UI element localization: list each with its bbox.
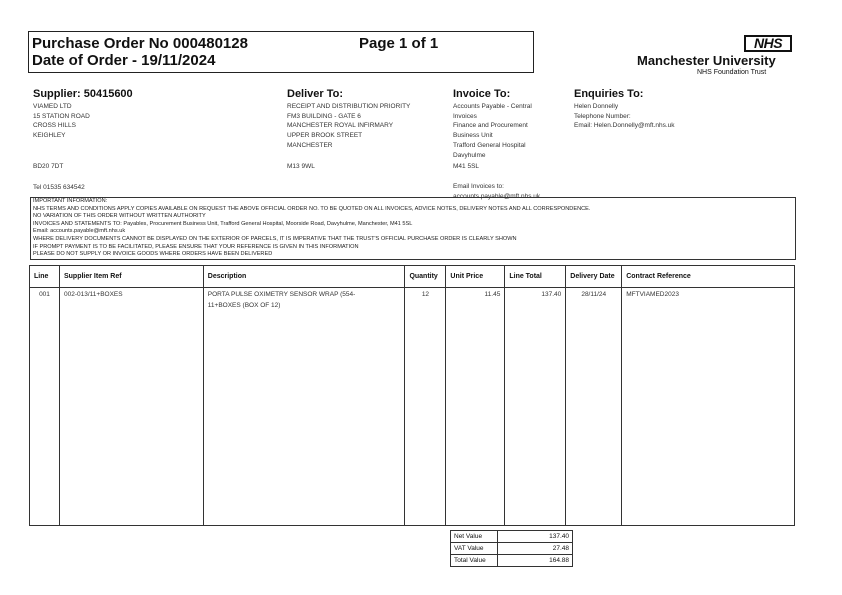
notice-line: IF PROMPT PAYMENT IS TO BE FACILITATED, PLEASE ENSURE THAT YOUR REFERENCE IS GIVEN IN THIS INFORMATION (33, 243, 359, 250)
total-value: 164.88 (498, 555, 573, 567)
important-notice (30, 197, 796, 260)
totals-row-net (451, 531, 573, 543)
nhs-logo: NHS (744, 35, 792, 52)
address-line: KEIGHLEY (33, 132, 66, 140)
cell-delivery-date: 28/11/24 (566, 288, 622, 476)
notice-line: WHERE DELIVERY DOCUMENTS CANNOT BE DISPLAYED ON THE EXTERIOR OF PARCELS, IT IS IMPERATIVE THAT THE TRUST'S OFFICIAL PURCHASE ORDER IS CLEARLY SHOWN (33, 235, 517, 242)
col-header-line: Line (30, 266, 60, 288)
address-line: MANCHESTER (287, 141, 333, 149)
cell-contract-ref: MFTVIAMED2023 (622, 288, 795, 476)
deliver-address (287, 102, 410, 151)
invoice-address (453, 102, 532, 160)
supplier-heading: Supplier: 50415600 (33, 88, 133, 100)
notice-line: PLEASE DO NOT SUPPLY OR INVOICE GOODS WHERE ORDERS HAVE BEEN DELIVERED (33, 251, 273, 258)
invoice-heading: Invoice To: (453, 88, 511, 100)
cell-description (203, 288, 405, 476)
contact-line: Helen Donnelly (574, 103, 619, 110)
page-indicator: Page 1 of 1 (359, 35, 439, 52)
contact-line: Email: Helen.Donnelly@mft.nhs.uk (574, 122, 675, 130)
line-items-table (29, 265, 795, 526)
address-line: Accounts Payable - Central (453, 103, 532, 110)
col-header-contract-ref: Contract Reference (622, 266, 795, 288)
cell-quantity: 12 (405, 288, 446, 476)
col-header-delivery-date: Delivery Date (566, 266, 622, 288)
notice-line: NHS TERMS AND CONDITIONS APPLY COPIES AVAILABLE ON REQUEST THE ABOVE OFFICIAL ORDER NO. TO BE QUOTED ON ALL INVOICES, ADVICE NOTES, DELIVERY NOTES AND ALL CORRESPONDENCE. (33, 205, 591, 212)
order-date: Date of Order - 19/11/2024 (32, 52, 216, 69)
description-line: 11+BOXES (BOX OF 12) (207, 302, 281, 309)
po-title: Purchase Order No 000480128 (32, 35, 248, 52)
address-line: CROSS HILLS (33, 122, 76, 130)
deliver-heading: Deliver To: (287, 88, 344, 100)
cell-unit-price: 11.45 (446, 288, 505, 476)
cell-supplier-ref: 002-013/11+BOXES (59, 288, 203, 476)
vat-value-label: VAT Value (451, 543, 498, 555)
table-header-row (30, 266, 795, 288)
description-line: PORTA PULSE OXIMETRY SENSOR WRAP (554- (207, 291, 356, 298)
totals-row-total (451, 555, 573, 567)
supplier-tel: Tel 01535 634542 (33, 184, 85, 191)
supplier-address (33, 102, 90, 141)
address-line: RECEIPT AND DISTRIBUTION PRIORITY (287, 103, 411, 110)
enquiries-heading: Enquiries To: (574, 88, 644, 100)
table-row (30, 288, 795, 476)
address-line: Trafford General Hospital (453, 141, 526, 149)
contact-line: Telephone Number: (574, 112, 631, 120)
invoice-email-label: Email Invoices to: (453, 183, 504, 190)
address-line: Invoices (453, 112, 477, 120)
cell-line-total: 137.40 (505, 288, 566, 476)
net-value-label: Net Value (451, 531, 498, 543)
col-header-unit-price: Unit Price (446, 266, 505, 288)
vat-value: 27.48 (498, 543, 573, 555)
address-line: VIAMED LTD (33, 103, 72, 110)
enquiries-contact (574, 102, 675, 131)
col-header-supplier-ref: Supplier Item Ref (59, 266, 203, 288)
totals-table (450, 530, 573, 567)
invoice-postcode: M41 5SL (453, 163, 480, 170)
address-line: Davyhulme (453, 151, 486, 159)
notice-line: IMPORTANT INFORMATION: (33, 198, 108, 204)
notice-line: INVOICES AND STATEMENTS TO: Payables, Procurement Business Unit, Trafford General Hospital, Moorside Road, Davyhulme, Manchester, M41 5SL (33, 220, 413, 227)
table-filler-row (30, 476, 795, 526)
total-value-label: Total Value (451, 555, 498, 567)
org-subtitle: NHS Foundation Trust (697, 69, 767, 76)
col-header-line-total: Line Total (505, 266, 566, 288)
address-line: Business Unit (453, 132, 493, 140)
cell-line: 001 (30, 288, 60, 476)
supplier-postcode: BD20 7DT (33, 163, 64, 170)
deliver-postcode: M13 9WL (287, 163, 315, 170)
address-line: 15 STATION ROAD (33, 112, 90, 120)
org-name: Manchester University (637, 53, 776, 68)
address-line: UPPER BROOK STREET (287, 132, 363, 140)
notice-line: NO VARIATION OF THIS ORDER WITHOUT WRITTEN AUTHORITY (33, 213, 206, 220)
col-header-quantity: Quantity (405, 266, 446, 288)
address-line: MANCHESTER ROYAL INFIRMARY (287, 122, 394, 130)
invoice-email: accounts.payable@mft.nhs.uk (453, 193, 541, 200)
address-line: Finance and Procurement (453, 122, 528, 130)
notice-line: Email: accounts.payable@mft.nhs.uk (33, 228, 126, 235)
totals-row-vat (451, 543, 573, 555)
address-line: FM3 BUILDING - GATE 6 (287, 112, 361, 120)
net-value: 137.40 (498, 531, 573, 543)
col-header-description: Description (203, 266, 405, 288)
